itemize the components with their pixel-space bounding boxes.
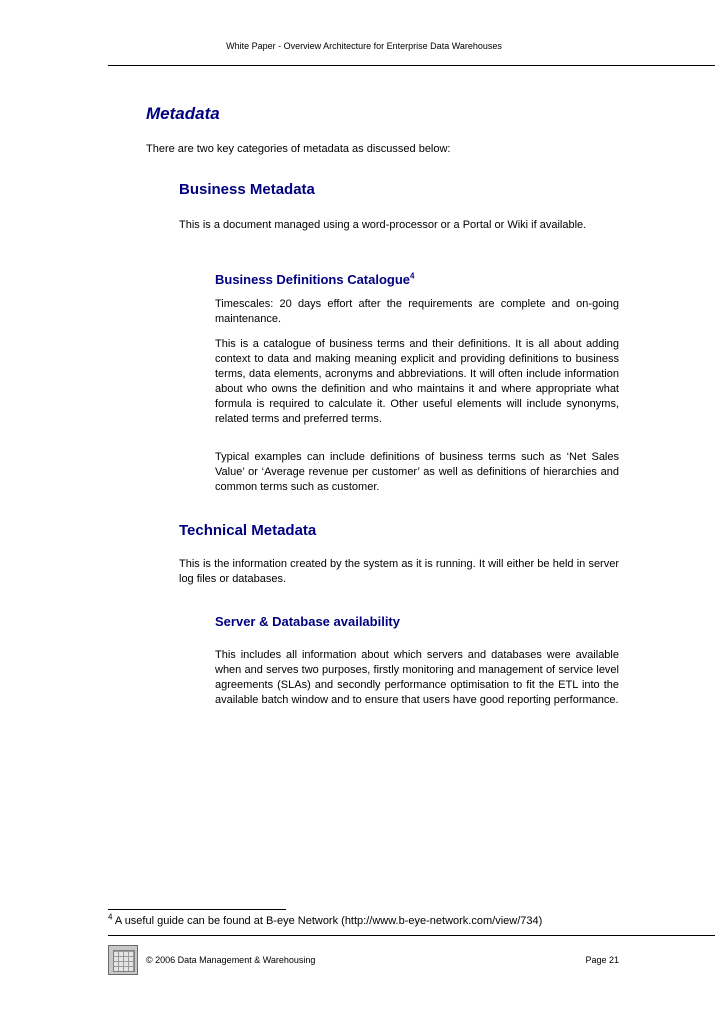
section-heading-metadata: Metadata bbox=[146, 104, 220, 123]
heading-technical-metadata: Technical Metadata bbox=[179, 522, 317, 539]
technical-metadata-paragraph: This is the information created by the system as it is running. It will either be held in server log files or databases. bbox=[179, 558, 619, 585]
footnote-text: A useful guide can be found at B-eye Network (http://www.b-eye-network.com/view/734) bbox=[112, 915, 543, 927]
logo-grid bbox=[113, 950, 135, 972]
heading-business-metadata: Business Metadata bbox=[179, 181, 315, 198]
heading-business-definitions-catalogue bbox=[215, 272, 415, 287]
catalogue-heading-text: Business Definitions Catalogue bbox=[215, 272, 411, 287]
footnote-number: 4 bbox=[108, 912, 113, 922]
heading-server-database-availability: Server & Database availability bbox=[215, 614, 400, 629]
catalogue-description-paragraph: This is a catalogue of business terms and their definitions. It is all about adding context to data and making meaning explicit and providing definitions to business terms, data elements, acronyms and abbreviations. It will often include information about who owns the definition and who maintains it and where appropriate what formula is required to calculate it. Other useful elements will include synonyms, related terms and preferred terms. bbox=[215, 338, 619, 425]
footer-copyright: © 2006 Data Management & Warehousing bbox=[146, 955, 316, 965]
company-logo-icon bbox=[108, 945, 138, 975]
intro-paragraph: There are two key categories of metadata as discussed below: bbox=[146, 143, 451, 155]
header-divider bbox=[108, 65, 715, 66]
business-metadata-paragraph: This is a document managed using a word-processor or a Portal or Wiki if available. bbox=[179, 219, 587, 231]
catalogue-timescales-paragraph: Timescales: 20 days effort after the requirements are complete and on-going maintenance. bbox=[215, 298, 619, 325]
running-header: White Paper - Overview Architecture for Enterprise Data Warehouses bbox=[226, 41, 502, 51]
footnote-divider bbox=[108, 909, 286, 910]
footnote-reference: 4 bbox=[410, 271, 415, 281]
catalogue-examples-paragraph: Typical examples can include definitions of business terms such as ‘Net Sales Value’ or ‘Average revenue per customer’ as well as definitions of hierarchies and common terms such as customer. bbox=[215, 451, 619, 493]
page-number: Page 21 bbox=[585, 955, 619, 965]
footnote bbox=[108, 912, 543, 927]
server-availability-paragraph: This includes all information about which servers and databases were available when and serves two purposes, firstly monitoring and management of service level agreements (SLAs) and secondly performance optimisation to fit the ETL into the available batch window and to ensure that users have good reporting performance. bbox=[215, 649, 619, 706]
footer-divider bbox=[108, 935, 715, 936]
